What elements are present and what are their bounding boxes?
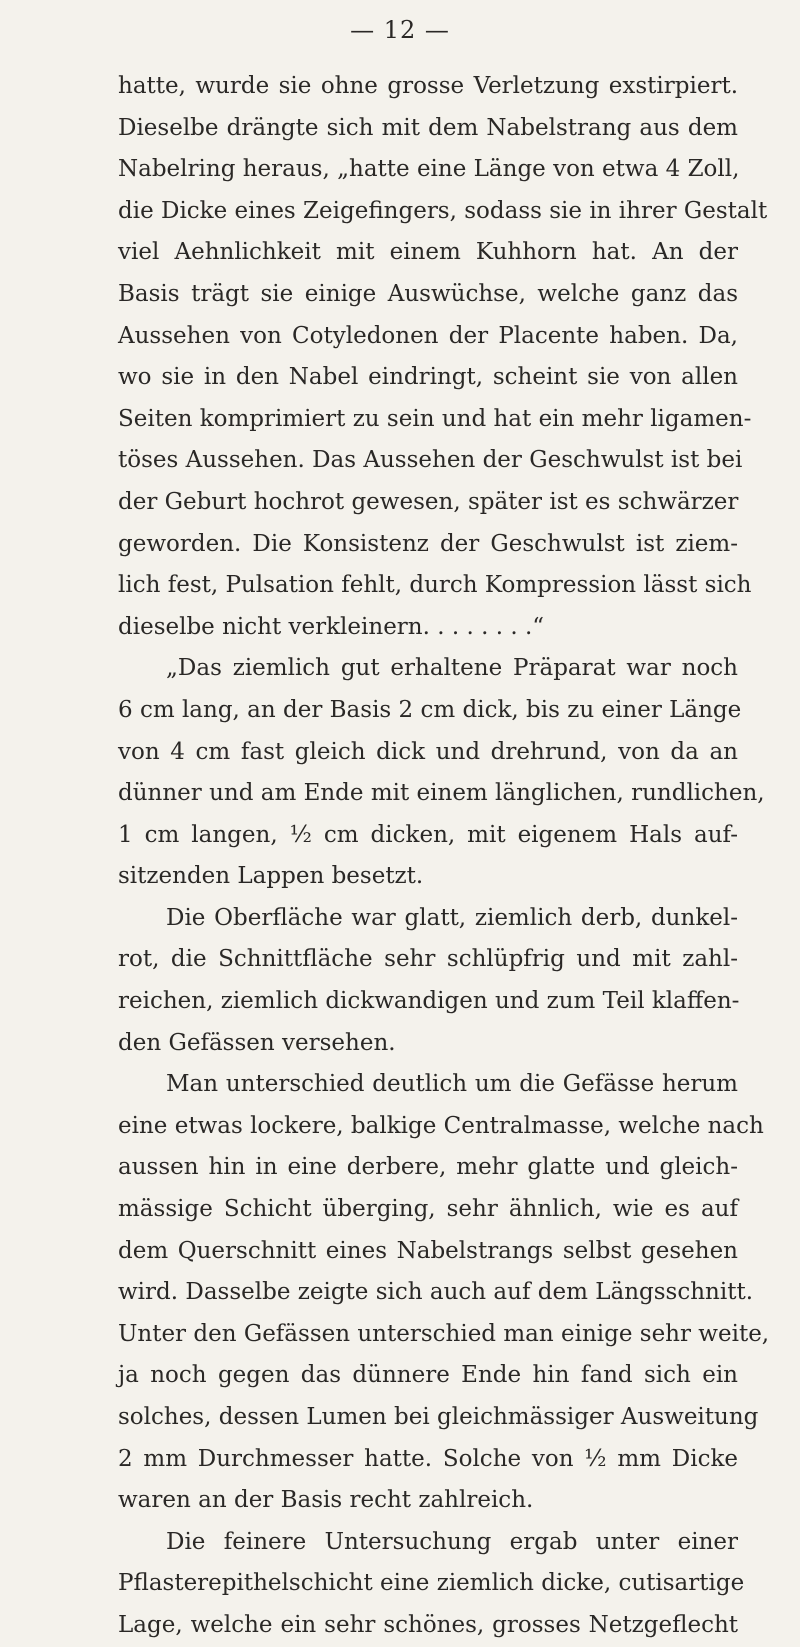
body-text <box>118 66 770 1647</box>
page-number: — 12 — <box>350 16 450 44</box>
text-line: 2 mm Durchmesser hatte. Solche von ½ mm Dicke <box>118 1445 738 1472</box>
text-line: Man unterschied deutlich um die Gefässe herum <box>166 1071 738 1098</box>
text-line: mässige Schicht überging, sehr ähnlich, wie es auf <box>118 1196 738 1223</box>
text-line: aussen hin in eine derbere, mehr glatte und gleich- <box>118 1154 738 1181</box>
text-line: Unter den Gefässen unterschied man einige sehr weite, <box>118 1320 770 1347</box>
text-line: geworden. Die Konsistenz der Geschwulst ist ziem- <box>118 530 738 557</box>
text-line: die Dicke eines Zeigefingers, sodass sie in ihrer Gestalt <box>118 197 768 224</box>
text-line: hatte, wurde sie ohne grosse Verletzung exstirpiert. <box>118 73 738 99</box>
text-line: wird. Dasselbe zeigte sich auch auf dem Längsschnitt. <box>118 1279 754 1306</box>
text-line: von 4 cm fast gleich dick und drehrund, von da an <box>118 738 738 765</box>
text-line: Pflasterepithelschicht eine ziemlich dicke, cutisartige <box>118 1570 745 1597</box>
text-line: Die Oberfläche war glatt, ziemlich derb, dunkel- <box>166 904 738 931</box>
text-line: reichen, ziemlich dickwandigen und zum Teil klaffen- <box>118 988 740 1015</box>
text-line: dünner und am Ende mit einem länglichen, rundlichen, <box>118 780 765 807</box>
text-line: ja noch gegen das dünnere Ende hin fand sich ein <box>118 1362 738 1389</box>
text-line: Nabelring heraus, „hatte eine Länge von etwa 4 Zoll, <box>118 156 740 183</box>
text-line: 1 cm langen, ½ cm dicken, mit eigenem Hals auf- <box>118 821 738 848</box>
text-line: viel Aehnlichkeit mit einem Kuhhorn hat. An der <box>118 239 738 266</box>
text-line: dieselbe nicht verkleinern. . . . . . . .“ <box>118 613 545 640</box>
text-line: dem Querschnitt eines Nabelstrangs selbst gesehen <box>118 1237 738 1264</box>
text-line: der Geburt hochrot gewesen, später ist es schwärzer <box>118 488 739 515</box>
text-line: 6 cm lang, an der Basis 2 cm dick, bis zu einer Länge <box>118 696 742 723</box>
text-line: solches, dessen Lumen bei gleichmässiger Ausweitung <box>118 1404 759 1430</box>
text-line: „Das ziemlich gut erhaltene Präparat war noch <box>166 655 738 682</box>
text-line: Die feinere Untersuchung ergab unter einer <box>166 1528 738 1555</box>
text-line: Dieselbe drängte sich mit dem Nabelstrang aus dem <box>118 114 738 141</box>
text-line: sitzenden Lappen besetzt. <box>118 863 424 890</box>
text-line: Aussehen von Cotyledonen der Placente haben. Da, <box>118 322 738 349</box>
text-line: waren an der Basis recht zahlreich. <box>118 1487 534 1514</box>
text-line: rot, die Schnittfläche sehr schlüpfrig und mit zahl- <box>118 946 738 973</box>
text-line: töses Aussehen. Das Aussehen der Geschwulst ist bei <box>118 447 743 474</box>
text-line: Basis trägt sie einige Auswüchse, welche ganz das <box>118 280 738 307</box>
text-line: den Gefässen versehen. <box>118 1029 396 1056</box>
text-line: Seiten komprimiert zu sein und hat ein mehr ligamen- <box>118 405 752 432</box>
text-line: eine etwas lockere, balkige Centralmasse, welche nach <box>118 1112 764 1139</box>
text-line: wo sie in den Nabel eindringt, scheint sie von allen <box>118 364 738 391</box>
text-line: lich fest, Pulsation fehlt, durch Kompression lässt sich <box>118 572 752 599</box>
text-line: Lage, welche ein sehr schönes, grosses Netzgeflecht <box>118 1611 738 1638</box>
